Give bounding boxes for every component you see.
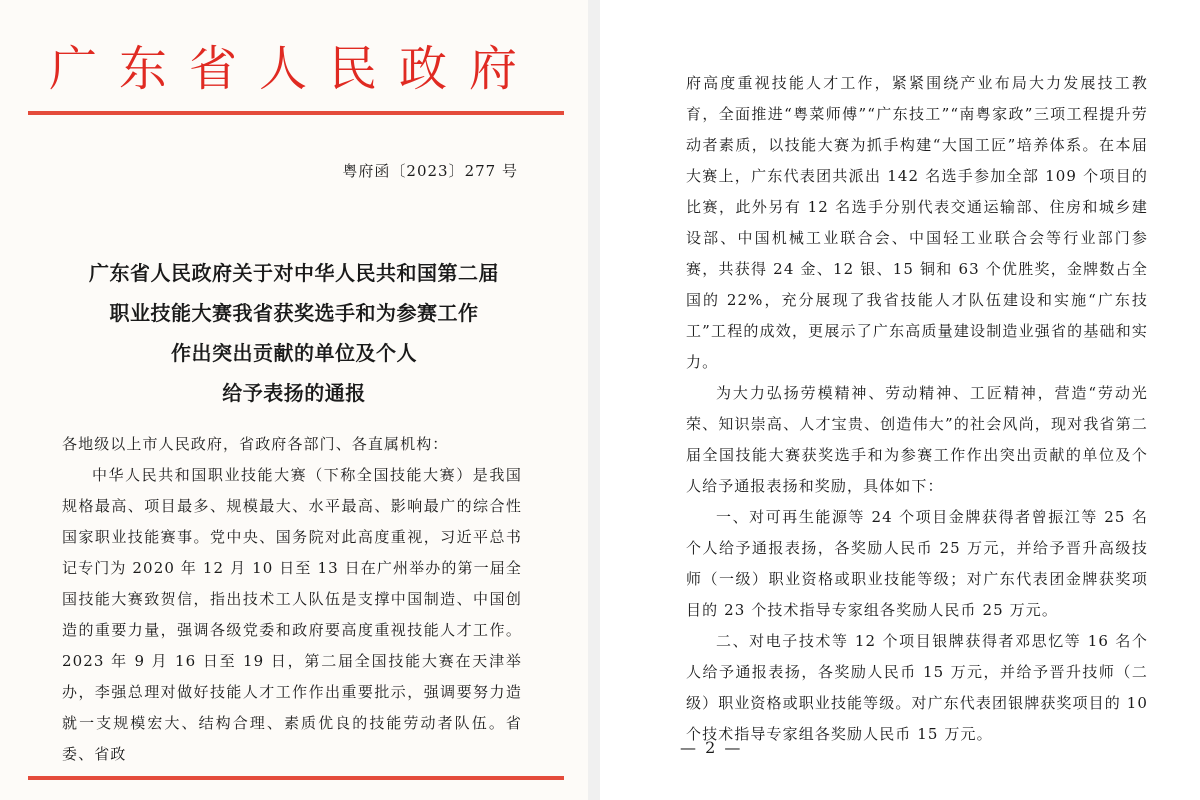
title-line-4: 给予表扬的通报 <box>222 381 366 405</box>
document-title <box>30 253 558 413</box>
paragraph-gold-awards: 一、对可再生能源等 24 个项目金牌获得者曾振江等 25 名个人给予通报表扬，各奖励人民币 25 万元，并给予晋升高级技师（一级）职业资格或职业技能等级；对广东代表团金牌获奖项目的 23 个技术指导专家组各奖励人民币 25 万元。 <box>686 508 1148 619</box>
paragraph-silver-awards: 二、对电子技术等 12 个项目银牌获得者邓思忆等 16 名个人给予通报表扬，各奖励人民币 15 万元，并给予晋升技师（二级）职业资格或职业技能等级。对广东代表团银牌获奖项目的 10 个技术指导专家组各奖励人民币 15 万元。 <box>686 632 1148 743</box>
red-rule-top <box>28 111 564 115</box>
title-line-3: 作出突出贡献的单位及个人 <box>171 341 417 365</box>
paragraph-intro: 中华人民共和国职业技能大赛（下称全国技能大赛）是我国规格最高、项目最多、规模最大、水平最高、影响最广的综合性国家职业技能赛事。党中央、国务院对此高度重视，习近平总书记专门为 2020 年 12 月 10 日至 13 日在广州举办的第一届全国技能大赛致贺信，指出技术工人队伍是支撑中国制造、中国创造的重要力量，强调各级党委和政府要高度重视技能人才工作。2023 年 9 月 16 日至 19 日，第二届全国技能大赛在天津举办，李强总理对做好技能人才工作作出重要批示，强调要努力造就一支规模宏大、结构合理、素质优良的技能劳动者队伍。省委、省政 <box>62 466 522 763</box>
right-body <box>686 68 1148 750</box>
page-number: — 2 — <box>680 738 743 757</box>
title-line-2: 职业技能大赛我省获奖选手和为参赛工作 <box>109 301 479 325</box>
salutation: 各地级以上市人民政府，省政府各部门、各直属机构： <box>62 435 449 453</box>
government-masthead: 广东省人民政府 <box>48 41 539 97</box>
page-gutter <box>588 0 600 800</box>
paragraph-commendation: 为大力弘扬劳模精神、劳动精神、工匠精神，营造“劳动光荣、知识崇高、人才宝贵、创造伟大”的社会风尚，现对我省第二届全国技能大赛获奖选手和为参赛工作作出突出贡献的单位及个人给予通报表扬和奖励，具体如下： <box>686 384 1148 495</box>
left-body <box>62 429 522 770</box>
paragraph-intro-continued: 府高度重视技能人才工作，紧紧围绕产业布局大力发展技工教育，全面推进“粤菜师傅”“广东技工”“南粤家政”三项工程提升劳动者素质，以技能大赛为抓手构建“大国工匠”培养体系。在本届大赛上，广东代表团共派出 142 名选手参加全部 109 个项目的比赛，此外另有 12 名选手分别代表交通运输部、住房和城乡建设部、中国机械工业联合会、中国轻工业联合会等行业部门参赛，共获得 24 金、12 银、15 铜和 63 个优胜奖，金牌数占全国的 22%，充分展现了我省技能人才队伍建设和实施“广东技工”工程的成效，更展示了广东高质量建设制造业强省的基础和实力。 <box>686 74 1148 371</box>
document-page-left <box>0 0 588 800</box>
document-number: 粤府函〔2023〕277 号 <box>342 162 518 180</box>
title-line-1: 广东省人民政府关于对中华人民共和国第二届 <box>89 261 499 285</box>
document-page-right <box>600 0 1200 800</box>
red-rule-bottom <box>28 776 564 780</box>
